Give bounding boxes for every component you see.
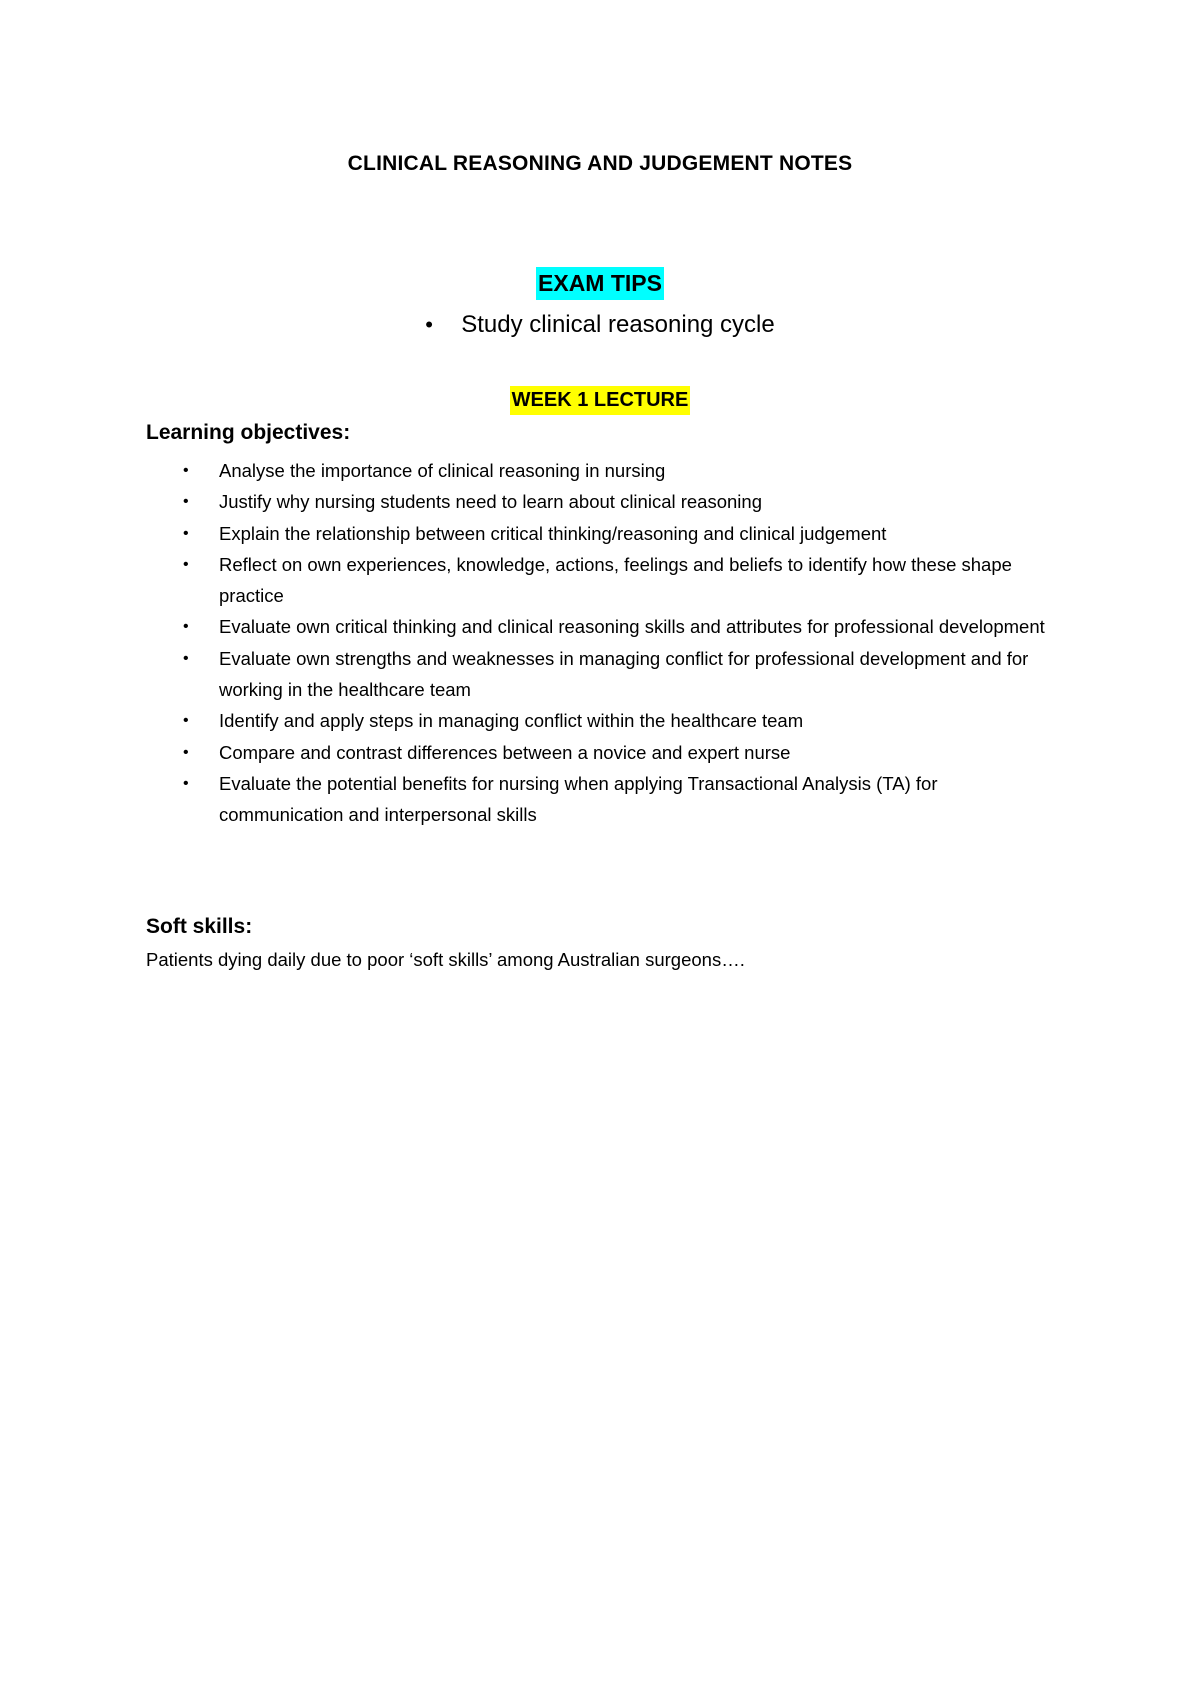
bullet: • [183, 712, 189, 730]
week-1-heading: WEEK 1 LECTURE [510, 386, 691, 415]
objective-item [183, 518, 1063, 549]
learning-objectives-heading: Learning objectives: [146, 421, 351, 444]
objective-item [183, 643, 1063, 706]
bullet: • [183, 462, 189, 479]
objective-text: Justify why nursing students need to learn about clinical reasoning [219, 491, 762, 513]
objective-item [183, 486, 1063, 517]
objective-item [183, 549, 1063, 612]
exam-tip-item [0, 310, 1200, 340]
objective-text: Identify and apply steps in managing conflict within the healthcare team [219, 710, 804, 732]
exam-tips-heading-wrap [0, 267, 1200, 300]
week-heading-wrap [0, 386, 1200, 415]
objective-item [183, 611, 1063, 642]
bullet: • [183, 743, 189, 761]
objective-text: Reflect on own experiences, knowledge, actions, feelings and beliefs to identify how these shape practice [219, 553, 1012, 607]
objective-item [183, 455, 1063, 486]
objective-text: Analyse the importance of clinical reasoning in nursing [219, 460, 666, 481]
bullet: • [183, 774, 189, 792]
objective-text: Explain the relationship between critical thinking/reasoning and clinical judgement [219, 522, 887, 544]
bullet: • [183, 493, 189, 511]
soft-skills-text: Patients dying daily due to poor ‘soft skills’ among Australian surgeons…. [146, 949, 745, 970]
exam-tips-heading: EXAM TIPS [536, 267, 664, 300]
objective-text: Evaluate own critical thinking and clinical reasoning skills and attributes for professional development [219, 616, 1045, 638]
objective-item [183, 768, 1063, 831]
soft-skills-heading: Soft skills: [146, 915, 253, 938]
bullet: • [183, 649, 189, 667]
bullet: • [425, 312, 433, 337]
objective-text: Compare and contrast differences between a novice and expert nurse [219, 741, 791, 763]
objective-item [183, 705, 1063, 736]
bullet: • [183, 618, 189, 636]
exam-tip-text: Study clinical reasoning cycle [461, 311, 775, 338]
exam-tips-list [0, 310, 1200, 340]
objective-text: Evaluate the potential benefits for nursing when applying Transactional Analysis (TA) for communication and interpersonal skills [219, 772, 938, 826]
learning-objectives-list [183, 455, 1063, 831]
document-title: CLINICAL REASONING AND JUDGEMENT NOTES [347, 152, 853, 175]
objective-item [183, 737, 1063, 768]
bullet: • [183, 524, 189, 542]
objective-text: Evaluate own strengths and weaknesses in managing conflict for professional development and for working in the healthcare team [219, 647, 1029, 701]
bullet: • [183, 555, 189, 573]
